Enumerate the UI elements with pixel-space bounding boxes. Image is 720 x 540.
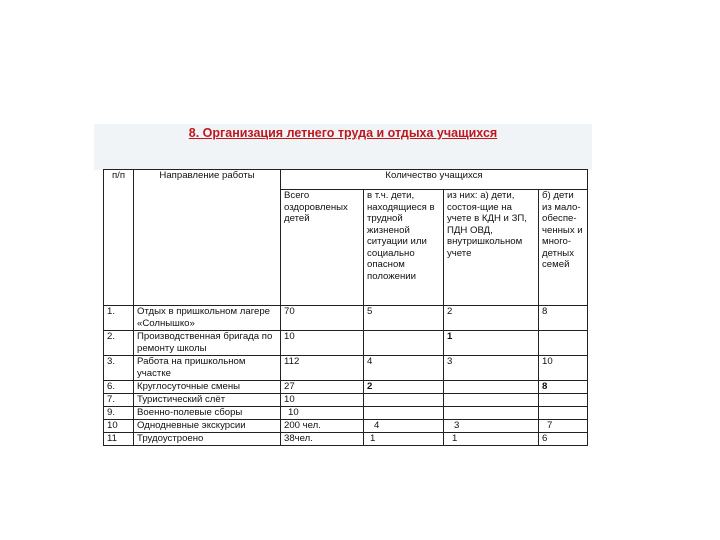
row-total: 112 <box>281 356 364 381</box>
row-direction: Военно-полевые сборы <box>134 407 281 420</box>
row-num: 1. <box>104 306 134 331</box>
row-num: 2. <box>104 331 134 356</box>
row-poor: 7 <box>539 420 588 433</box>
row-total: 38чел. <box>281 433 364 446</box>
row-registered: 3 <box>444 420 539 433</box>
row-direction: Трудоустроено <box>134 433 281 446</box>
row-difficult: 4 <box>364 356 444 381</box>
header-difficult: в т.ч. дети, находящиеся в трудной жизненой ситуации или социально опасном положении <box>364 190 444 306</box>
row-registered <box>444 394 539 407</box>
row-direction: Круглосуточные смены <box>134 381 281 394</box>
row-poor: 8 <box>539 381 588 394</box>
header-poor: б) дети из мало-обеспе-ченных и много-детных семей <box>539 190 588 306</box>
row-total: 10 <box>281 331 364 356</box>
row-poor <box>539 407 588 420</box>
row-difficult: 1 <box>364 433 444 446</box>
row-num: 11 <box>104 433 134 446</box>
table-row <box>104 394 588 407</box>
row-num: 6. <box>104 381 134 394</box>
row-direction: Производственная бригада по ремонту школы <box>134 331 281 356</box>
row-difficult <box>364 331 444 356</box>
table-row <box>104 420 588 433</box>
page-title: 8. Организация летнего труда и отдыха учащихся <box>188 126 498 140</box>
table-row <box>104 356 588 381</box>
table-row <box>104 407 588 420</box>
row-poor <box>539 331 588 356</box>
row-difficult <box>364 407 444 420</box>
row-registered <box>444 381 539 394</box>
table-row <box>104 433 588 446</box>
row-difficult: 5 <box>364 306 444 331</box>
row-poor <box>539 394 588 407</box>
summer-work-table <box>103 169 588 446</box>
row-difficult: 4 <box>364 420 444 433</box>
row-total: 27 <box>281 381 364 394</box>
row-difficult <box>364 394 444 407</box>
row-direction: Однодневные экскурсии <box>134 420 281 433</box>
row-registered: 1 <box>444 433 539 446</box>
header-direction: Направление работы <box>134 170 281 306</box>
row-num: 10 <box>104 420 134 433</box>
table-row <box>104 381 588 394</box>
header-num: п/п <box>104 170 134 306</box>
row-num: 9. <box>104 407 134 420</box>
row-num: 3. <box>104 356 134 381</box>
row-total: 70 <box>281 306 364 331</box>
row-poor: 6 <box>539 433 588 446</box>
row-registered: 2 <box>444 306 539 331</box>
row-poor: 8 <box>539 306 588 331</box>
row-poor: 10 <box>539 356 588 381</box>
row-total: 10 <box>281 407 364 420</box>
row-direction: Отдых в пришкольном лагере «Солнышко» <box>134 306 281 331</box>
row-num: 7. <box>104 394 134 407</box>
row-registered <box>444 407 539 420</box>
header-total: Всего оздоровленых детей <box>281 190 364 306</box>
row-direction: Работа на пришкольном участке <box>134 356 281 381</box>
row-registered: 3 <box>444 356 539 381</box>
table-row <box>104 331 588 356</box>
row-registered: 1 <box>444 331 539 356</box>
row-direction: Туристический слёт <box>134 394 281 407</box>
header-count-group: Количество учащихся <box>281 170 588 190</box>
row-total: 10 <box>281 394 364 407</box>
table-row <box>104 306 588 331</box>
header-registered: из них: а) дети, состоя-щие на учете в КДН и ЗП, ПДН ОВД, внутришкольном учете <box>444 190 539 306</box>
row-total: 200 чел. <box>281 420 364 433</box>
row-difficult: 2 <box>364 381 444 394</box>
